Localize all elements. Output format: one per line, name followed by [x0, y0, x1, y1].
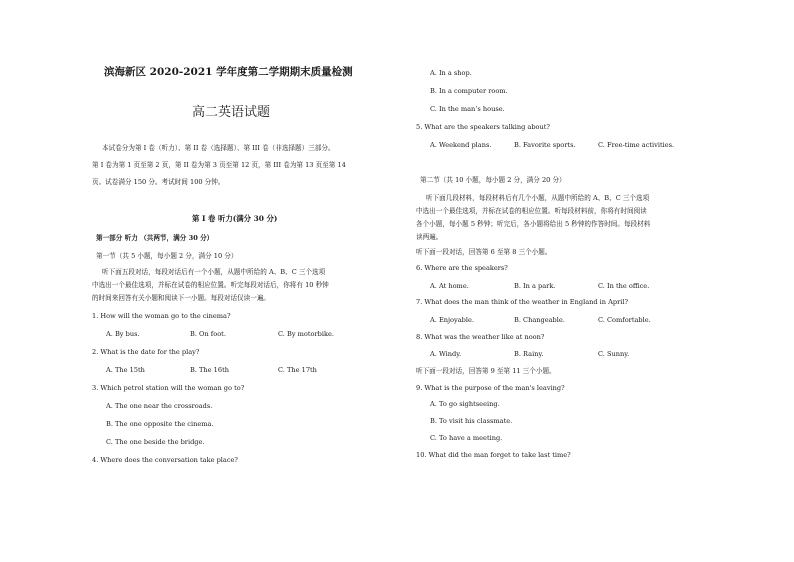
q7-option-a: A. Enjoyable.	[430, 316, 475, 324]
q5-option-a: A. Weekend plans.	[430, 141, 492, 149]
q2-option-c: C. The 17th	[278, 366, 317, 374]
question-9: 9. What is the purpose of the man's leaving?	[416, 384, 565, 392]
sub1-instruction-2: 中选出一个最佳选项，并标在试卷的相应位置。听完每段对话后，你将有 10 秒钟	[92, 281, 329, 289]
intro-line-2: 第 I 卷为第 1 页至第 2 页，第 II 卷为第 3 页至第 12 页，第 III 卷为第 13 页至第 14	[92, 161, 346, 169]
q8-option-a: A. Windy.	[430, 350, 462, 358]
question-2: 2. What is the date for the play?	[92, 348, 200, 356]
q4-option-c: C. In the man’s house.	[430, 105, 505, 113]
q8-option-c: C. Sunny.	[598, 350, 630, 358]
intro-line-1: 本试卷分为第 I 卷（听力）、第 II 卷（选择题）、第 III 卷（非选择题）三部分。	[102, 144, 335, 152]
sub1-instruction-3: 的时间来回答有关小题和阅读下一小题。每段对话仅读一遍。	[92, 294, 271, 302]
q7-option-b: B. Changeable.	[514, 316, 565, 324]
subject-title: 高二英语试题	[192, 105, 271, 120]
sub2-instruction-1: 听下面几段材料，每段材料后有几个小题，从题中所给的 A、B、C 三个选项	[426, 194, 650, 202]
intro-line-3: 页。试卷满分 150 分。考试时间 100 分钟。	[92, 178, 225, 186]
q2-option-a: A. The 15th	[106, 366, 145, 374]
q4-option-b: B. In a computer room.	[430, 87, 508, 95]
q1-option-a: A. By bus.	[106, 330, 140, 338]
sub1-instruction-1: 听下面五段对话，每段对话后有一个小题，从题中所给的 A、B、C 三个选项	[102, 268, 326, 276]
q9-option-b: B. To visit his classmate.	[430, 417, 513, 425]
q3-option-a: A. The one near the crossroads.	[106, 402, 213, 410]
question-1: 1. How will the woman go to the cinema?	[92, 312, 231, 320]
sub1-heading: 第一节（共 5 小题，每小题 2 分，满分 10 分）	[96, 252, 238, 260]
q6-option-a: A. At home.	[430, 282, 469, 290]
q4-option-a: A. In a shop.	[430, 69, 472, 77]
question-8: 8. What was the weather like at noon?	[416, 333, 545, 341]
sub2-heading: 第二节（共 10 小题，每小题 2 分，满分 20 分）	[420, 176, 566, 184]
q5-option-b: B. Favorite sports.	[514, 141, 576, 149]
q2-option-b: B. The 16th	[190, 366, 229, 374]
q6-option-c: C. In the office.	[598, 282, 650, 290]
q3-option-b: B. The one opposite the cinema.	[106, 420, 214, 428]
q5-option-c: C. Free-time activities.	[598, 141, 675, 149]
q7-option-c: C. Comfortable.	[598, 316, 651, 324]
question-6: 6. Where are the speakers?	[416, 264, 508, 272]
section1-heading: 第一部分 听力 （共两节，满分 30 分）	[96, 234, 214, 242]
part1-heading: 第 I 卷 听力(满分 30 分)	[192, 214, 278, 223]
q8-option-b: B. Rainy.	[514, 350, 544, 358]
q9-option-a: A. To go sightseeing.	[430, 400, 500, 408]
listen-instruction-1: 听下面一段对话，回答第 6 至第 8 三个小题。	[416, 248, 552, 256]
sub2-instruction-4: 读两遍。	[416, 233, 443, 241]
question-3: 3. Which petrol station will the woman go to?	[92, 384, 245, 392]
question-7: 7. What does the man think of the weather in England in April?	[416, 298, 629, 306]
sub2-instruction-3: 各个小题，每小题 5 秒钟；听完后，各小题将给出 5 秒钟的作答时间。每段材料	[416, 220, 651, 228]
q1-option-b: B. On foot.	[190, 330, 226, 338]
q9-option-c: C. To have a meeting.	[430, 434, 503, 442]
q1-option-c: C. By motorbike.	[278, 330, 334, 338]
sub2-instruction-2: 中选出一个最佳选项，并标在试卷的相应位置。听每段材料前，你将有时间阅读	[416, 207, 647, 215]
exam-header: 滨海新区 2020-2021 学年度第二学期期末质量检测	[104, 66, 353, 78]
listen-instruction-2: 听下面一段对话，回答第 9 至第 11 三个小题。	[416, 367, 556, 375]
question-10: 10. What did the man forget to take last time?	[416, 451, 571, 459]
q6-option-b: B. In a park.	[514, 282, 556, 290]
question-4: 4. Where does the conversation take place?	[92, 456, 238, 464]
question-5: 5. What are the speakers talking about?	[416, 123, 550, 131]
q3-option-c: C. The one beside the bridge.	[106, 438, 205, 446]
